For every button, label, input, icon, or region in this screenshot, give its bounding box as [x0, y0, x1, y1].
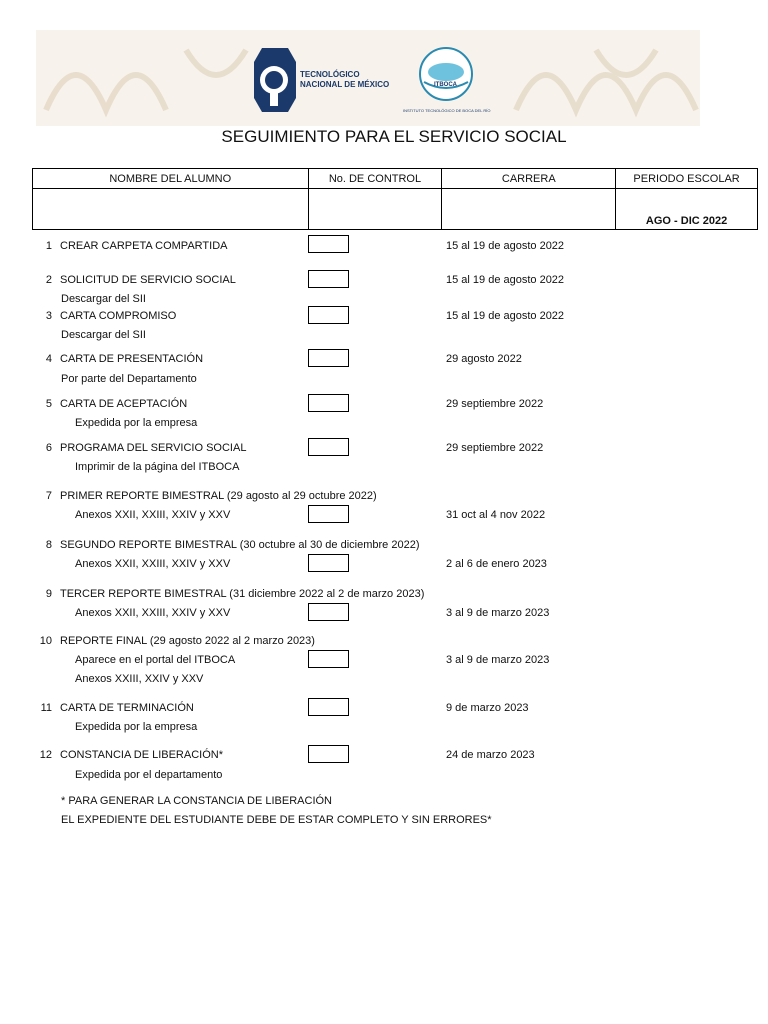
step-6-date: 29 septiembre 2022: [446, 442, 544, 454]
step-3-note: Descargar del SII: [61, 329, 146, 341]
step-12-date: 24 de marzo 2023: [446, 749, 535, 761]
step-4-checkbox[interactable]: [308, 349, 349, 367]
carrera-field[interactable]: [442, 189, 616, 230]
step-label: CARTA DE PRESENTACIÓN: [60, 353, 204, 365]
footnote-line-1: * PARA GENERAR LA CONSTANCIA DE LIBERACIÓN: [61, 795, 332, 807]
step-label: SOLICITUD DE SERVICIO SOCIAL: [60, 274, 236, 286]
itboca-badge: ITBOCA: [434, 82, 457, 88]
step-7-checkbox[interactable]: [308, 505, 349, 523]
step-10-checkbox[interactable]: [308, 650, 349, 668]
step-10-note-2: Anexos XXIII, XXIV y XXV: [75, 673, 204, 685]
tecnm-logo-text: TECNOLÓGICO NACIONAL DE MÉXICO: [300, 70, 390, 89]
step-10-note: Aparece en el portal del ITBOCA: [75, 654, 236, 666]
step-1-date: 15 al 19 de agosto 2022: [446, 240, 565, 252]
step-2-date: 15 al 19 de agosto 2022: [446, 274, 565, 286]
step-3-checkbox[interactable]: [308, 306, 349, 324]
itboca-logo: [400, 44, 480, 108]
step-label: SEGUNDO REPORTE BIMESTRAL (30 octubre al 30 de diciembre 2022): [60, 539, 420, 551]
footnote-line-2: EL EXPEDIENTE DEL ESTUDIANTE DEBE DE ESTAR COMPLETO Y SIN ERRORES*: [61, 814, 492, 826]
step-2-note: Descargar del SII: [61, 293, 146, 305]
step-label: TERCER REPORTE BIMESTRAL (31 diciembre 2022 al 2 de marzo 2023): [60, 588, 425, 600]
tecnm-logo: [252, 44, 298, 116]
step-12-checkbox[interactable]: [308, 745, 349, 763]
step-label: PRIMER REPORTE BIMESTRAL (29 agosto al 29 octubre 2022): [60, 490, 377, 502]
step-label: REPORTE FINAL (29 agosto 2022 al 2 marzo 2023): [60, 635, 315, 647]
step-10-date: 3 al 9 de marzo 2023: [446, 654, 550, 666]
step-4-note: Por parte del Departamento: [61, 373, 197, 385]
no-control-field[interactable]: [308, 189, 442, 230]
step-9-date: 3 al 9 de marzo 2023: [446, 607, 550, 619]
step-5-note: Expedida por la empresa: [75, 417, 198, 429]
step-8-note: Anexos XXII, XXIII, XXIV y XXV: [75, 558, 231, 570]
step-6-checkbox[interactable]: [308, 438, 349, 456]
step-9-checkbox[interactable]: [308, 603, 349, 621]
step-7-note: Anexos XXII, XXIII, XXIV y XXV: [75, 509, 231, 521]
step-label: PROGRAMA DEL SERVICIO SOCIAL: [60, 442, 247, 454]
header-periodo-escolar: PERIODO ESCOLAR: [616, 169, 758, 189]
step-12-note: Expedida por el departamento: [75, 769, 223, 781]
step-label: CONSTANCIA DE LIBERACIÓN*: [60, 749, 223, 761]
step-label: CARTA COMPROMISO: [60, 310, 177, 322]
step-11-checkbox[interactable]: [308, 698, 349, 716]
header-carrera: CARRERA: [442, 169, 616, 189]
step-7-date: 31 oct al 4 nov 2022: [446, 509, 546, 521]
page-title: SEGUIMIENTO PARA EL SERVICIO SOCIAL: [221, 127, 567, 146]
header-no-control: No. DE CONTROL: [308, 169, 442, 189]
periodo-escolar-value: AGO - DIC 2022: [616, 189, 758, 230]
nombre-alumno-field[interactable]: [33, 189, 309, 230]
step-label: CARTA DE ACEPTACIÓN: [60, 398, 188, 410]
step-8-checkbox[interactable]: [308, 554, 349, 572]
header-nombre-alumno: NOMBRE DEL ALUMNO: [33, 169, 309, 189]
step-9-note: Anexos XXII, XXIII, XXIV y XXV: [75, 607, 231, 619]
step-11-date: 9 de marzo 2023: [446, 702, 529, 714]
step-4-date: 29 agosto 2022: [446, 353, 522, 365]
step-label: CARTA DE TERMINACIÓN: [60, 702, 194, 714]
step-8-date: 2 al 6 de enero 2023: [446, 558, 547, 570]
step-5-checkbox[interactable]: [308, 394, 349, 412]
step-11-note: Expedida por la empresa: [75, 721, 198, 733]
step-2-checkbox[interactable]: [308, 270, 349, 288]
step-5-date: 29 septiembre 2022: [446, 398, 544, 410]
step-6-note: Imprimir de la página del ITBOCA: [75, 461, 240, 473]
step-1-checkbox[interactable]: [308, 235, 349, 253]
step-3-date: 15 al 19 de agosto 2022: [446, 310, 565, 322]
itboca-caption: INSTITUTO TECNOLÓGICO DE BOCA DEL RÍO: [403, 108, 491, 113]
student-info-table: [32, 168, 758, 230]
step-label: CREAR CARPETA COMPARTIDA: [60, 240, 228, 252]
